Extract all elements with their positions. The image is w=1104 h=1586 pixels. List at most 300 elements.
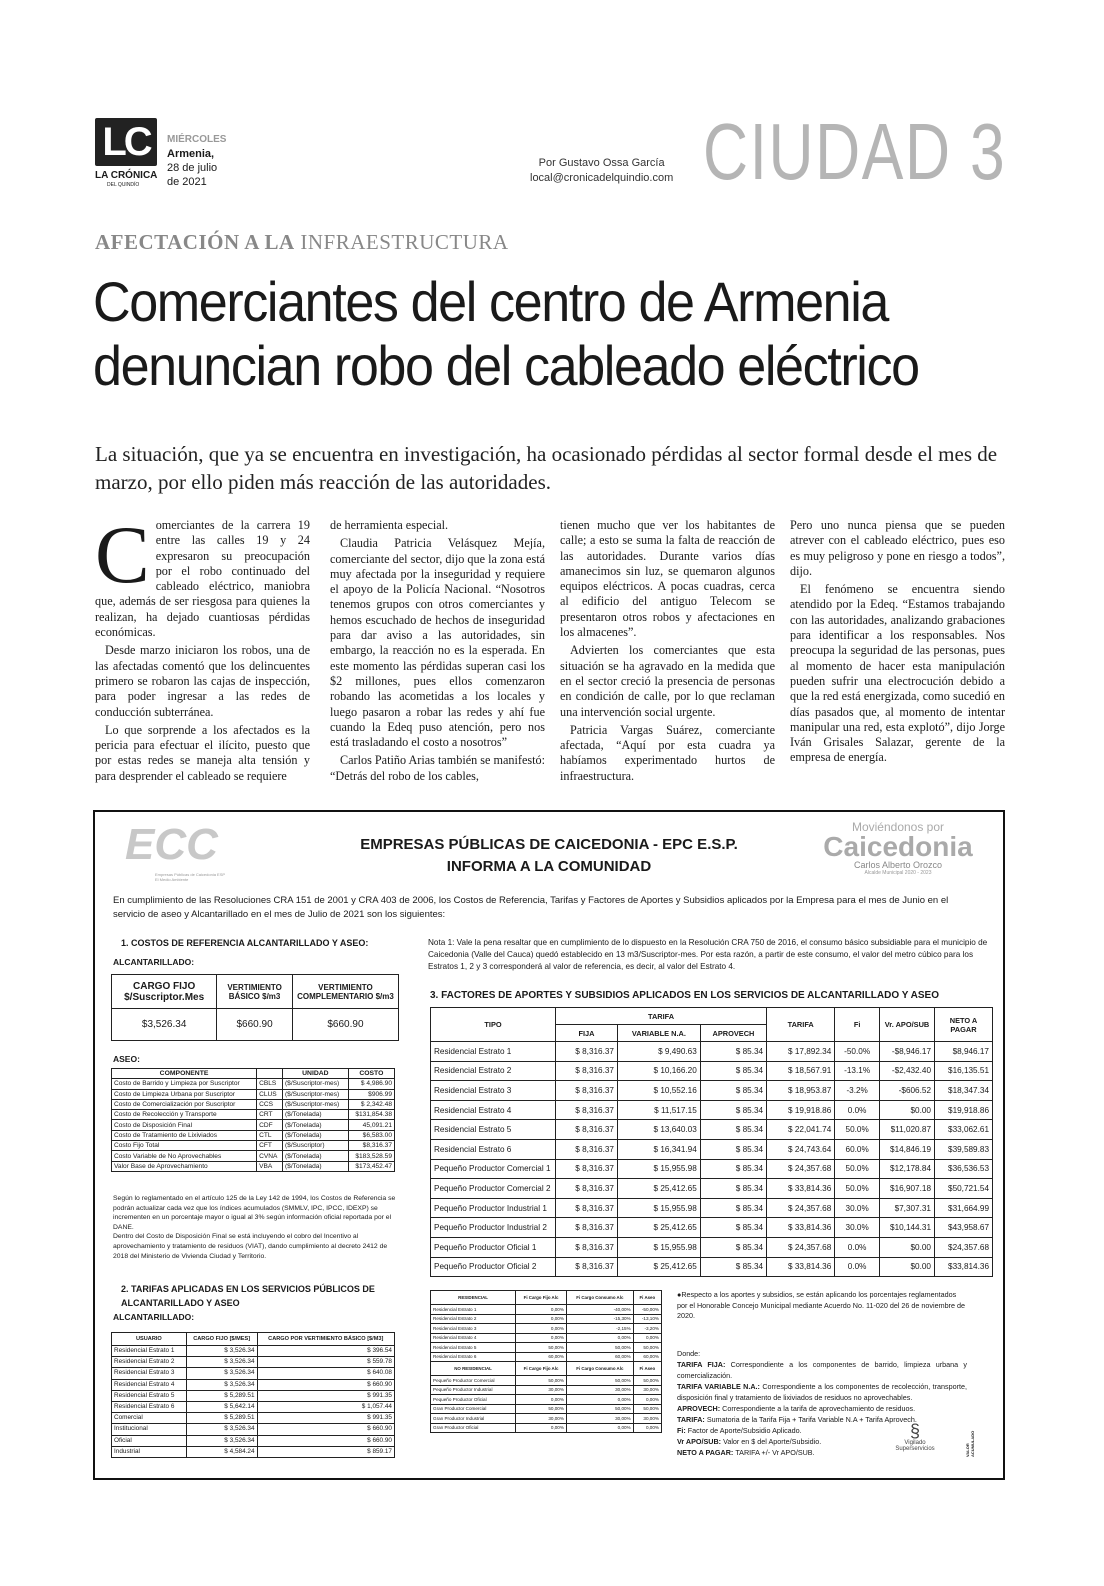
donde-item [677,1381,967,1403]
table-row [431,1139,993,1159]
table-cell: $ 3,526.34 [186,1368,257,1379]
table-cell: $ 2,342.48 [348,1099,394,1109]
table-cell: Gran Productor Oficial [431,1423,516,1433]
logo-letters: LC [95,118,157,166]
table-cell: 0,00% [566,1333,633,1343]
table-header: UNIDAD [282,1069,348,1079]
table-cell: $ 3,526.34 [186,1357,257,1368]
donde-value: Correspondiente a los componentes de recolección, transporte, disposición final y tratamiento de lixiviados de residuos no aprovechables. [677,1382,967,1402]
kicker-bold: AFECTACIÓN A LA [95,230,295,254]
paragraph: Pero uno nunca piensa que se pueden atrever con el cableado eléctrico, pues eso es muy peligroso y pone en riesgo a todos”, dijo. [790,518,1005,578]
table-cell: Residencial Estrato 4 [431,1333,516,1343]
table-cell: 0,00% [516,1333,567,1343]
table-cell: 0,00% [516,1314,567,1324]
donde-value: Valor en $ del Aporte/Subsidio. [723,1437,822,1446]
table-row [431,1404,662,1414]
table-cell: $ 660.90 [257,1424,394,1435]
paragraph-text: omerciantes de la carrera 19 entre las calles 19 y 24 expresaron su preocupación por el robo continuado del cableado eléctrico, maniobra que, además de ser riesgosa para quienes la realizan, ha dejado cuantiosas pérdidas económicas. [95,518,310,640]
table-row [431,1061,993,1081]
table-row [431,1042,993,1062]
table-cell: Residencial Estrato 6 [431,1352,516,1362]
subsidios-table [430,1290,662,1433]
table-header: COSTO [348,1069,394,1079]
table-cell: Residencial Estrato 3 [431,1081,556,1101]
table-cell: 50,00% [516,1343,567,1353]
table-cell: $ 8,316.37 [556,1042,618,1062]
table-cell: $ 85.34 [700,1198,766,1218]
table-cell: $ 859.17 [257,1446,394,1457]
table-cell: $36,536.53 [935,1159,993,1179]
table-row [112,1161,395,1171]
paragraph: tienen mucho que ver los habitantes de calle; a esto se suma la falta de reacción de las autoridades. Durante varios días amanecimos sin luz, se quemaron algunos equipos eléctricos. A pocas cuadras, cerca al edificio del antiguo Telecom se presentaron otros robos y afectaciones en los almacenes”. [560,518,775,640]
table-cell: 50.0% [835,1159,880,1179]
table-cell: Residencial Estrato 5 [112,1390,187,1401]
table-cell: $ 85.34 [700,1139,766,1159]
table-cell: $ 85.34 [700,1120,766,1140]
table-cell: $6,583.00 [348,1130,394,1140]
ad-intro: En cumplimiento de las Resoluciones CRA 151 de 2001 y CRA 403 de 2006, los Costos de Referencia, Tarifas y Factores de Aportes y Subsidios aplicados por la Empresa para el mes de Junio en el servicio de aseo y Alcantarillado en el mes de Julio de 2021 son los siguientes: [113,895,949,920]
caicedonia-logo-l3: Carlos Alberto Orozco [853,860,943,870]
table-cell: $ 11,517.15 [617,1100,700,1120]
table-cell: Residencial Estrato 1 [112,1346,187,1357]
paragraph: Desde marzo iniciaron los robos, una de las afectadas comentó que los delincuentes primero se robaron las cajas de inspección, para poder ingresar a las redes de conducción subterránea. [95,643,310,719]
table-cell: 0,00% [633,1423,661,1433]
table-cell: $ 15,955.98 [617,1159,700,1179]
paragraph: de herramienta especial. [330,518,449,532]
factores-table [430,1007,993,1277]
table-cell: Costo de Barrido y Limpieza por Suscriptor [112,1079,257,1089]
aseo-label: ASEO: [113,1054,140,1064]
epc-logo-text: ECC [125,820,218,869]
table-row [431,1414,662,1424]
table-row [112,1357,395,1368]
table-cell: $ 8,316.37 [556,1198,618,1218]
table-row [112,1141,395,1151]
table-row [431,1159,993,1179]
table-cell: Pequeño Productor Oficial 2 [431,1257,556,1277]
table-cell: $ 8,316.37 [556,1179,618,1199]
table-header: VERTIMIENTO COMPLEMENTARIO $/m3 [292,975,398,1009]
table-cell: ($/Tonelada) [282,1130,348,1140]
column-4 [790,518,1005,769]
table-cell: $50,721.54 [935,1179,993,1199]
byline-author: Por Gustavo Ossa García [538,157,665,169]
table-cell: $16,135.51 [935,1061,993,1081]
donde-title: Donde: [677,1349,701,1358]
table-cell: Pequeño Productor Oficial 1 [431,1237,556,1257]
table-cell: CDF [257,1120,283,1130]
table-cell: -3.2% [835,1081,880,1101]
table-cell: $ 33,814.36 [767,1179,835,1199]
aseo-costs-table [111,1068,395,1172]
table-cell: 50,00% [566,1404,633,1414]
table-cell: 30,00% [633,1385,661,1395]
table-cell: $ 85.34 [700,1257,766,1277]
donde-key: TARIFA FIJA: [677,1360,731,1369]
table-cell: 60,00% [633,1352,661,1362]
alcantarillado-label: ALCANTARILLADO: [113,957,195,967]
table-cell: -2,15% [566,1324,633,1334]
table-cell: Oficial [112,1435,187,1446]
table-cell: 30.0% [835,1218,880,1238]
table-cell: ($/Tonelada) [282,1151,348,1161]
table-cell: Pequeño Productor Industrial [431,1385,516,1395]
table-cell: $ 3,526.34 [186,1435,257,1446]
table-cell: $ 991.35 [257,1413,394,1424]
table-cell: $ 5,642.14 [186,1401,257,1412]
table-cell: $ 4,986.90 [348,1079,394,1089]
table-cell: $14,846.19 [880,1139,935,1159]
table-cell: $ 640.08 [257,1368,394,1379]
table-cell: $3,526.34 [112,1009,217,1041]
table-row [112,1401,395,1412]
table-header [257,1069,283,1079]
table-cell: Gran Productor Comercial [431,1404,516,1414]
donde-key: APROVECH: [677,1404,723,1413]
table-cell: $ 85.34 [700,1159,766,1179]
donde-value: Sumatoria de la Tarifa Fija + Tarifa Variable N.A + Tarifa Aprovech. [706,1415,917,1424]
table-cell: 0,00% [516,1324,567,1334]
donde-value: Correspondiente a los componentes de barrido, limpieza urbana y comercialización. [677,1360,967,1380]
table-cell: 30,00% [566,1414,633,1424]
table-row [431,1179,993,1199]
table-cell: $ 19,918.86 [767,1100,835,1120]
table-cell: Pequeño Productor Comercial 2 [431,1179,556,1199]
caicedonia-logo [823,820,973,876]
table-row [112,1099,395,1109]
table-cell: 0,00% [516,1423,567,1433]
table-cell: Residencial Estrato 4 [431,1100,556,1120]
table-cell: $ 85.34 [700,1081,766,1101]
headline [93,270,958,398]
table-cell: Residencial Estrato 1 [431,1042,556,1062]
table-row [112,1424,395,1435]
table-cell: $173,452.47 [348,1161,394,1171]
table-row [112,1379,395,1390]
table-header: NETO A PAGAR [935,1008,993,1042]
table-cell: $ 25,412.65 [617,1218,700,1238]
table-cell: $ 25,412.65 [617,1179,700,1199]
table-cell: $183,528.59 [348,1151,394,1161]
table-cell: 30,00% [633,1414,661,1424]
table-cell: 30,00% [566,1385,633,1395]
date-line1: 28 de julio [167,162,218,174]
table-cell: Residencial Estrato 2 [431,1314,516,1324]
table-cell: Residencial Estrato 5 [431,1120,556,1140]
paragraph: Patricia Vargas Suárez, comerciante afectada, “Aquí por esta cuadra ya habíamos experimentado hurtos de infraestructura. [560,722,775,783]
table-header: VARIABLE N.A. [617,1025,700,1042]
table-cell: Pequeño Productor Comercial [431,1376,516,1386]
section-1-title: 1. COSTOS DE REFERENCIA ALCANTARILLADO Y ASEO: [121,938,369,948]
table-cell: 30,00% [516,1414,567,1424]
table-cell: $ 559.78 [257,1357,394,1368]
table-cell: $ 8,316.37 [556,1159,618,1179]
donde-key: Fi: [677,1426,688,1435]
table-cell: ($/Tonelada) [282,1110,348,1120]
table-cell: $8,946.17 [935,1042,993,1062]
vigilado-text: Vigilado Superservicios [895,1440,935,1452]
table-cell: Costo Variable de No Aprovechables [112,1151,257,1161]
table-header: CARGO FIJO [$/MES] [186,1333,257,1346]
table-row [112,1368,395,1379]
table-header: Fi Aseo [633,1291,661,1305]
table-cell: $33,814.36 [935,1257,993,1277]
table-cell: CBLS [257,1079,283,1089]
table-cell: 50,00% [633,1343,661,1353]
kicker-rest: INFRAESTRUCTURA [300,230,509,254]
donde-item [677,1359,967,1381]
section-3-title: 3. FACTORES DE APORTES Y SUBSIDIOS APLICADOS EN LOS SERVICIOS DE ALCANTARILLADO Y ASEO [430,990,939,1001]
table-cell: -$2,432.40 [880,1061,935,1081]
table-row [112,1110,395,1120]
page-number: 3 [970,107,1005,196]
table-cell: $ 33,814.36 [767,1218,835,1238]
table-header: TARIFA [556,1008,767,1025]
table-cell: $906.99 [348,1089,394,1099]
table-cell: $ 15,955.98 [617,1198,700,1218]
table-cell: Pequeño Productor Comercial 1 [431,1159,556,1179]
table-row [112,1009,399,1041]
table-header: Fi Cargo Consumo Alc [566,1362,633,1376]
table-cell: Costo Fijo Total [112,1141,257,1151]
table-cell: 50,00% [516,1376,567,1386]
table-cell: Residencial Estrato 4 [112,1379,187,1390]
table-cell: 0,00% [633,1333,661,1343]
table-cell: $ 8,316.37 [556,1061,618,1081]
table-cell: $ 3,526.34 [186,1379,257,1390]
table-row [112,1130,395,1140]
table-cell: Residencial Estrato 2 [112,1357,187,1368]
table-cell: $ 85.34 [700,1179,766,1199]
table-cell: $18,347.34 [935,1081,993,1101]
table-cell: Residencial Estrato 5 [431,1343,516,1353]
table-cell: 0,00% [566,1395,633,1405]
donde-key: NETO A PAGAR: [677,1448,736,1457]
table-cell: $ 3,526.34 [186,1346,257,1357]
table-cell: 0,00% [566,1423,633,1433]
table-cell: Pequeño Productor Industrial 1 [431,1198,556,1218]
table-row [431,1218,993,1238]
byline [530,156,673,186]
table-cell: $ 18,567.91 [767,1061,835,1081]
table-row [112,1079,395,1089]
table-cell: Residencial Estrato 6 [431,1139,556,1159]
table-cell: $ 24,357.68 [767,1198,835,1218]
table-row [431,1324,662,1334]
paragraph: El fenómeno se encuentra siendo atendido por la Edeq. “Estamos trabajando con las autoridades, analizando grabaciones para identificar a los responsables. Nos preocupa la seguridad de las personas, pues al momento de hacer esta manipulación pueden sufrir una electrocución debido a que la red está energizada, como sucedió en días pasados que, al momento de intentar manipular una red, esta explotó”, dijo Jorge Iván Grisales Salazar, gerente de la empresa de energía. [790,582,1005,765]
table-row [431,1100,993,1120]
masthead [95,107,1025,208]
table-cell: CTL [257,1130,283,1140]
table-cell: $8,316.37 [348,1141,394,1151]
side-logo: VALOR ACUMULADO [965,1430,975,1457]
table-cell: $ 85.34 [700,1100,766,1120]
table-cell: 50,00% [566,1343,633,1353]
epc-logo-small: Empresas Públicas de Caicedonia ESP El Medio Ambiente [155,872,225,882]
table-cell: $ 8,316.37 [556,1237,618,1257]
table-cell: $ 33,814.36 [767,1257,835,1277]
table-cell: Costo de Comercialización por Suscriptor [112,1099,257,1109]
table-cell: Residencial Estrato 1 [431,1305,516,1315]
table-header: Vr. APO/SUB [880,1008,935,1042]
table-row [431,1081,993,1101]
paragraph: Claudia Patricia Velásquez Mejía, comerciante del sector, dijo que la zona está muy afectada por la inseguridad y requiere el apoyo de la Policía Nacional. “Nosotros tenemos grupos con otros comerciantes y hemos escuchado de hechos de inseguridad para dar aviso a las autoridades, sin embargo, la reacción no es la esperada. En este momento las pérdidas superan casi los $2 millones, pues ellos comenzaron robando las acometidas a los locales y luego pasaron a robar las redes y ahí fue cuando la Edeq puso atención, pero nos está trasladando el costo a nosotros” [330,536,545,750]
table-row [431,1376,662,1386]
table-cell: $ 24,357.68 [767,1159,835,1179]
column-1 [95,509,310,787]
table-cell: $ 8,316.37 [556,1257,618,1277]
caicedonia-logo-l4: Alcalde Municipal 2020 - 2023 [864,870,932,876]
table-row [431,1198,993,1218]
paragraph: Advierten los comerciantes que esta situación se ha agravado en la medida que en el sector creció la presencia de personas en condición de calle, por lo que reclaman una intervención social urgente. [560,643,775,719]
table-header: Fi Aseo [633,1362,661,1376]
section-2-title-l3: ALCANTARILLADO: [113,1312,195,1322]
table-cell: 60.0% [835,1139,880,1159]
table-cell: 50,00% [566,1376,633,1386]
table-cell: $ 3,526.34 [186,1424,257,1435]
table-header: APROVECH [700,1025,766,1042]
table-cell: CFT [257,1141,283,1151]
section-title: CIUDAD [703,107,952,196]
table-row [112,1346,395,1357]
dropcap: C [95,509,150,600]
table-cell: -50,00% [633,1305,661,1315]
paragraph [95,509,310,640]
table-header: VERTIMIENTO BÁSICO $/m3 [217,975,293,1009]
table-header: CARGO POR VERTIMIENTO BÁSICO [$/M3] [257,1333,394,1346]
table-cell: ($/Suscriptor) [282,1141,348,1151]
table-cell: 30.0% [835,1198,880,1218]
table-cell: $ 5,289.51 [186,1413,257,1424]
section-2-title-l2: ALCANTARILLADO Y ASEO [121,1298,240,1308]
table-cell: Costo de Limpieza Urbana por Suscriptor [112,1089,257,1099]
table-row [431,1333,662,1343]
table-cell: 30,00% [516,1385,567,1395]
table-cell: 60,00% [566,1352,633,1362]
table-subheader-row [431,1362,662,1376]
donde-item [677,1403,967,1414]
table-cell: -13,10% [633,1314,661,1324]
tarifas-alcantarillado-table [111,1332,395,1458]
table-cell: ($/Suscriptor-mes) [282,1089,348,1099]
logo-name: LA CRÓNICA [95,170,158,181]
superservicios-icon: § [909,1421,920,1441]
table-header: Fi Cargo Consumo Alc [566,1291,633,1305]
table-row [431,1423,662,1433]
donde-value: Correspondiente a la tarifa de aprovechamiento de residuos. [722,1404,916,1413]
caicedonia-logo-l1: Moviéndonos por [851,820,945,834]
date-block [167,133,226,189]
table-cell: $24,357.68 [935,1237,993,1257]
table-cell: $31,664.99 [935,1198,993,1218]
table-cell: Comercial [112,1413,187,1424]
table-cell: $ 8,316.37 [556,1218,618,1238]
vigilado-badge [885,1422,945,1452]
table-cell: $7,307.31 [880,1198,935,1218]
note-left-p2: Dentro del Costo de Disposición Final se está incluyendo el cobro del Incentivo al aprovechamiento y tratamiento de residuos (VIAT), dando cumplimiento al decreto 2412 de 2018 del Ministerio de Vivienda Ciudad y Territorio. [113,1233,388,1260]
ad-title-line1: EMPRESAS PÚBLICAS DE CAICEDONIA - EPC E.S.P. [360,836,738,853]
donde-key: TARIFA: [677,1415,707,1424]
donde-key: Vr APO/SUB: [677,1437,724,1446]
table-cell: Industrial [112,1446,187,1457]
table-cell: $11,020.87 [880,1120,935,1140]
table-cell: $ 5,289.51 [186,1390,257,1401]
nota-1: Nota 1: Vale la pena resaltar que en cumplimiento de lo dispuesto en la Resolución CRA 750 de 2016, el consumo básico subsidiable para el municipio de Caicedonia (Valle del Cauca) quedó establecido en 13 m3/Suscriptor-mes. Por esta razón, a partir de este consumo, el valor del metro cúbico para los Estratos 1, 2 y 3 corresponderá al valor de referencia, es decir, al valor del Estrato 4. [428,938,988,971]
table-cell: $ 15,955.98 [617,1237,700,1257]
table-cell: 50.0% [835,1120,880,1140]
table-cell: $16,907.18 [880,1179,935,1199]
date-line2: de 2021 [167,176,207,188]
table-cell: Residencial Estrato 6 [112,1401,187,1412]
newspaper-logo [95,118,160,188]
article-body [95,509,1015,788]
table-row [112,1390,395,1401]
table-cell: 50,00% [633,1376,661,1386]
table-cell: 0.0% [835,1257,880,1277]
table-cell: $ 25,412.65 [617,1257,700,1277]
table-header: Fi [835,1008,880,1042]
table-header: NO RESIDENCIAL [431,1362,516,1376]
table-header: COMPONENTE [112,1069,257,1079]
table-cell: $ 85.34 [700,1061,766,1081]
table-cell: $0.00 [880,1237,935,1257]
table-cell: Costo de Disposición Final [112,1120,257,1130]
table-cell: $10,144.31 [880,1218,935,1238]
table-cell: Gran Productor Industrial [431,1414,516,1424]
table-cell: Residencial Estrato 3 [431,1324,516,1334]
table-cell: $39,589.83 [935,1139,993,1159]
table-cell: $ 1,057.44 [257,1401,394,1412]
table-cell: $43,958.67 [935,1218,993,1238]
paragraph: Lo que sorprende a los afectados es la pericia para efectuar el ilícito, puesto que por estas redes se maneja alta tensión y para desprender el cableado se requiere [95,722,310,783]
table-cell: 0,00% [516,1395,567,1405]
table-row [431,1305,662,1315]
donde-value: TARIFA +/- Vr APO/SUB. [735,1448,815,1457]
table-row [112,1413,395,1424]
table-cell: ($/Tonelada) [282,1161,348,1171]
table-cell: $ 660.90 [257,1435,394,1446]
table-row [431,1120,993,1140]
table-cell: $0.00 [880,1100,935,1120]
table-cell: $660.90 [217,1009,293,1041]
headline-line1: Comerciantes del centro de Armenia [93,270,888,333]
table-cell: 50,00% [633,1404,661,1414]
table-cell: Pequeño Productor Industrial 2 [431,1218,556,1238]
table-cell: CCS [257,1099,283,1109]
table-cell: -13.1% [835,1061,880,1081]
table-cell: $ 85.34 [700,1218,766,1238]
table-cell: 0,00% [633,1395,661,1405]
table-cell: 50.0% [835,1179,880,1199]
table-cell: 0,00% [516,1305,567,1315]
day-of-week: MIÉRCOLES [167,134,227,145]
table-cell: $ 85.34 [700,1042,766,1062]
table-cell: -$8,946.17 [880,1042,935,1062]
byline-email: local@cronicadelquindio.com [530,172,674,184]
table-cell: $ 24,743.64 [767,1139,835,1159]
table-cell: Costo de Tratamiento de Lixiviados [112,1130,257,1140]
table-row [431,1237,993,1257]
table-cell: $131,854.38 [348,1110,394,1120]
table-cell: Residencial Estrato 2 [431,1061,556,1081]
table-cell: $ 13,640.03 [617,1120,700,1140]
table-row [112,1089,395,1099]
table-cell: 60,00% [516,1352,567,1362]
advertisement [93,810,1005,1480]
table-row [431,1257,993,1277]
cargo-fijo-table [111,974,399,1041]
table-cell: $ 8,316.37 [556,1139,618,1159]
